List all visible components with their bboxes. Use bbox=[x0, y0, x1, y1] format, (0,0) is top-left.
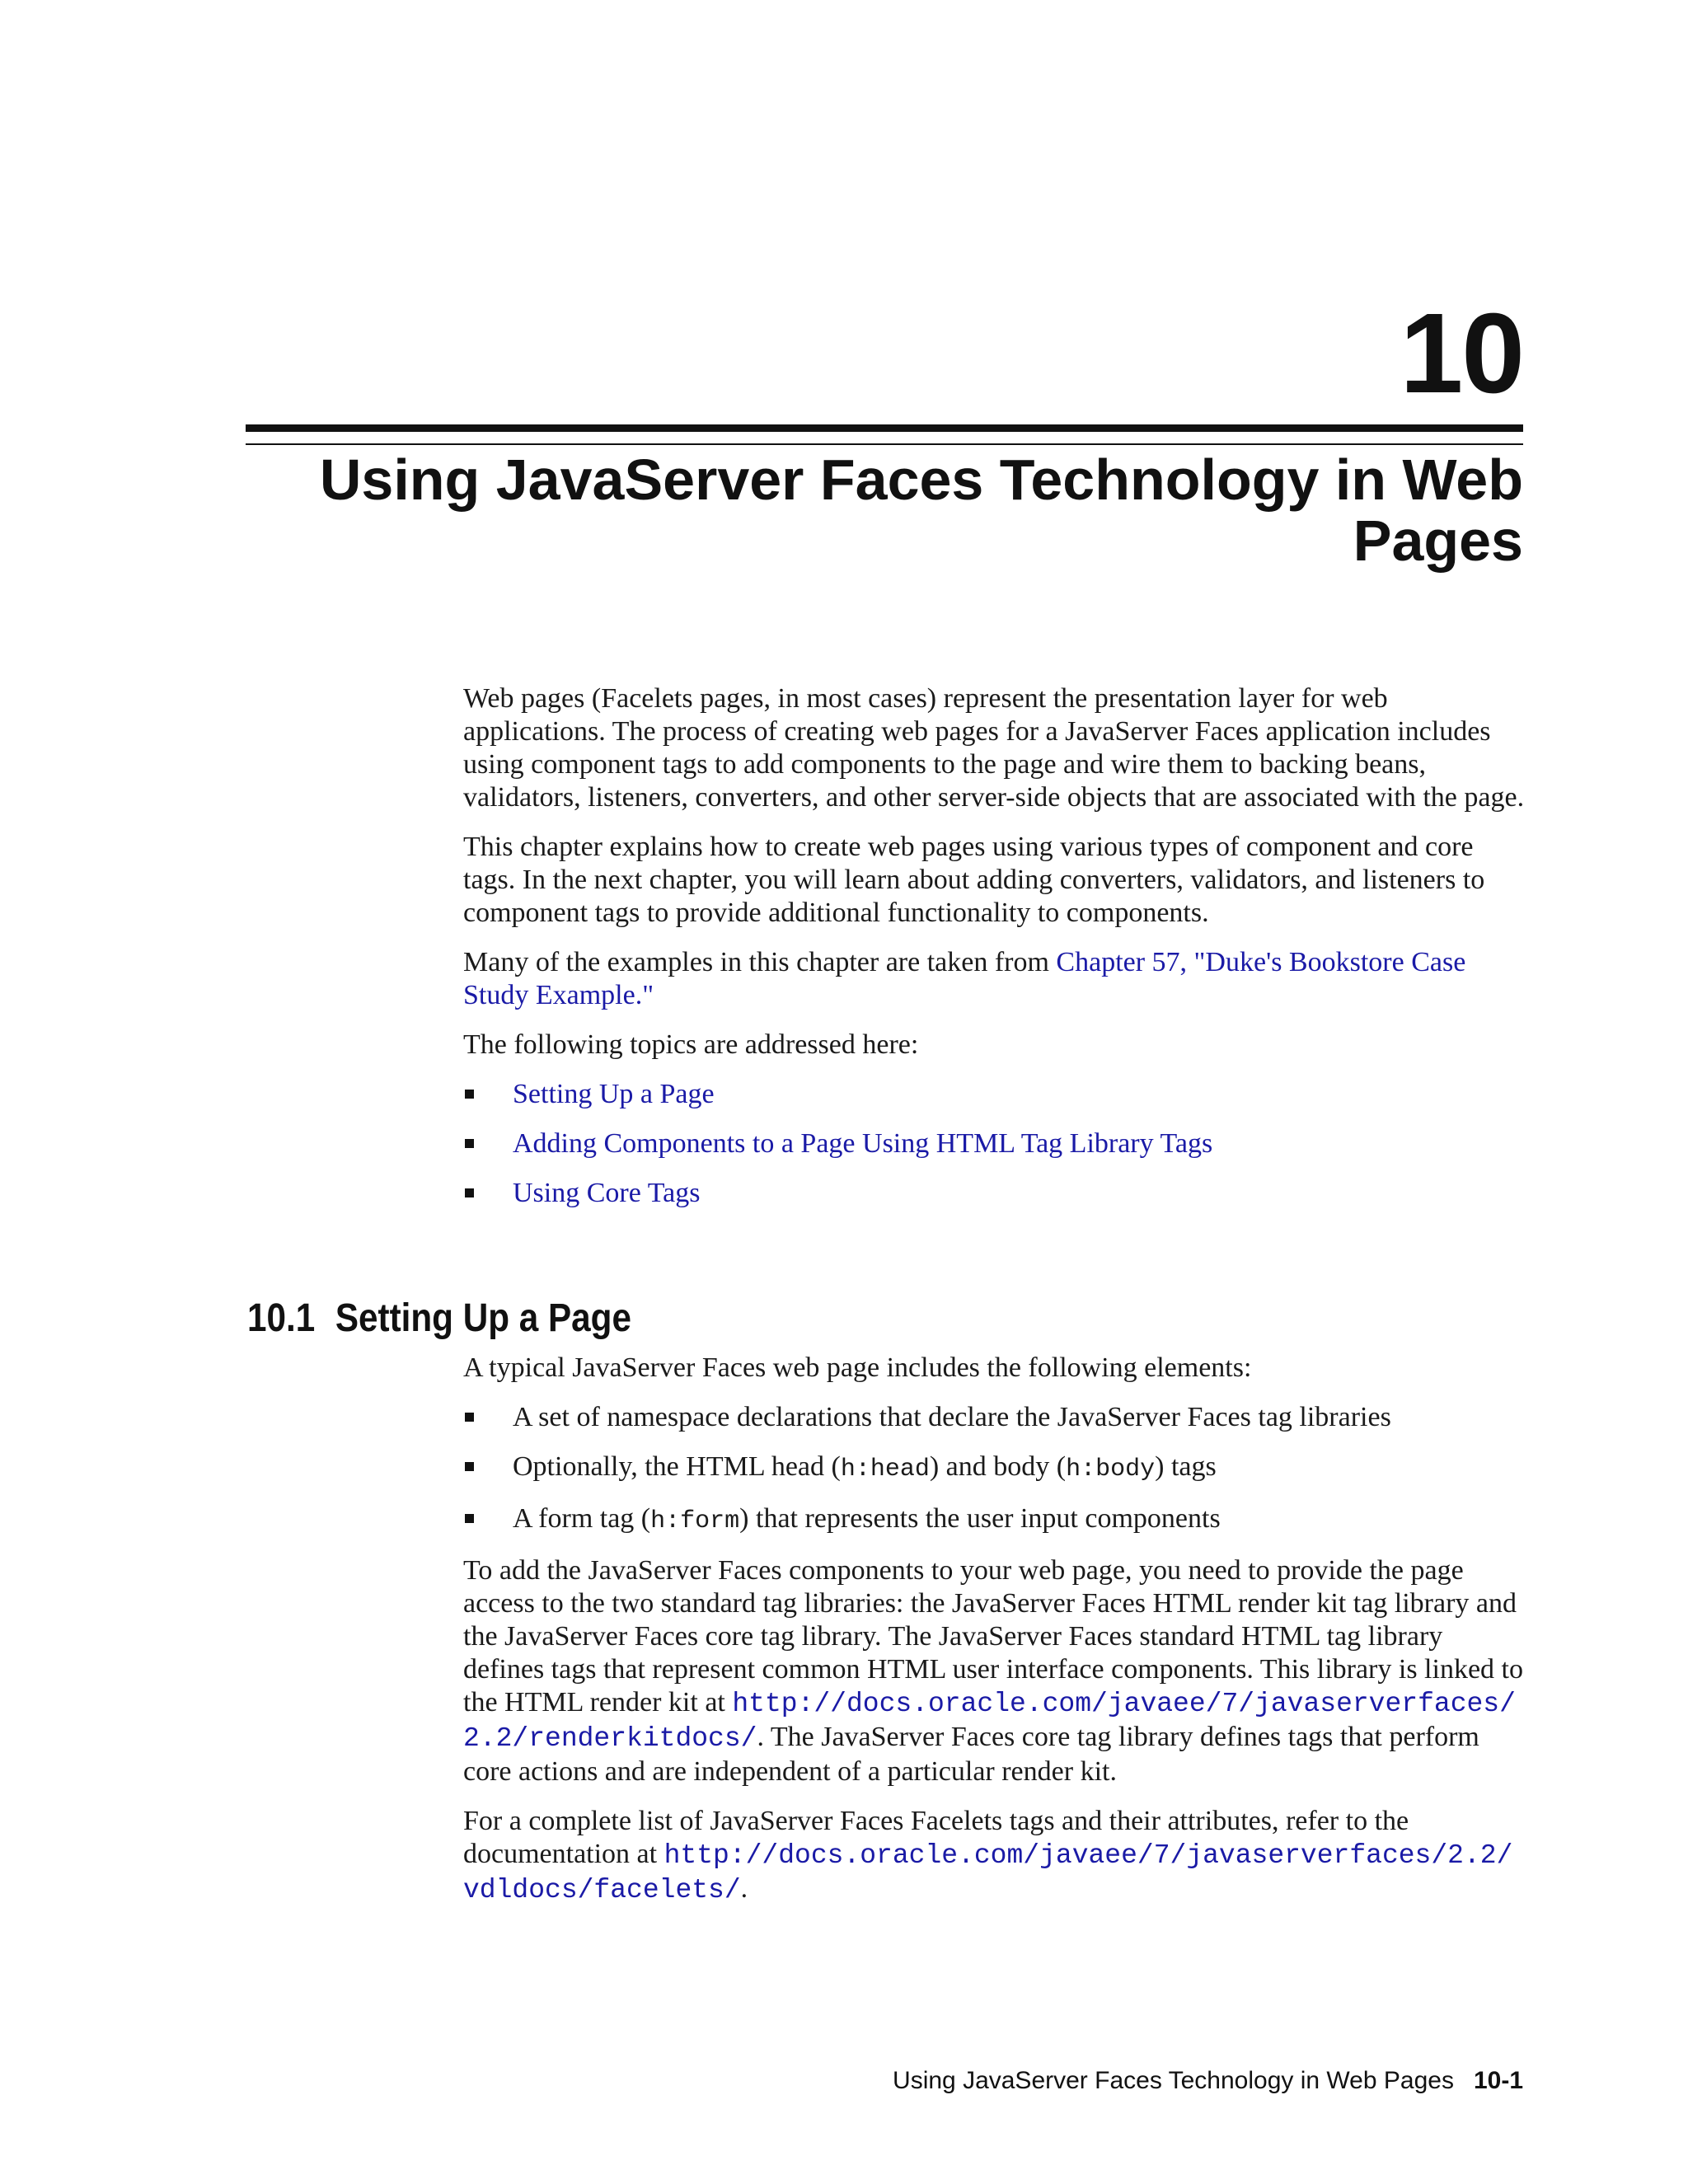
vdldocs-link[interactable]: http://docs.oracle.com/javaee/7/javaserverfaces/2.2/vdldocs/facelets/ bbox=[463, 1840, 1513, 1905]
page-footer bbox=[893, 2067, 1523, 2095]
code-h-form: h:form bbox=[650, 1507, 740, 1535]
list-item bbox=[463, 1451, 1526, 1486]
section-paragraph bbox=[463, 1554, 1526, 1788]
footer-title: Using JavaServer Faces Technology in Web Pages bbox=[893, 2067, 1454, 2094]
list-item-text: ) tags bbox=[1155, 1451, 1217, 1482]
dukes-bookstore-link[interactable]: Chapter 57, "Duke's Bookstore Case Study Example." bbox=[463, 947, 1466, 1010]
chapter-rule-thick bbox=[246, 424, 1523, 432]
section-title: Setting Up a Page bbox=[335, 1296, 631, 1340]
section-paragraph bbox=[463, 1805, 1526, 1907]
square-bullet-icon bbox=[465, 1090, 474, 1099]
chapter-title: Using JavaServer Faces Technology in Web Pages bbox=[319, 448, 1523, 573]
code-h-body: h:body bbox=[1066, 1455, 1156, 1483]
intro-text: Many of the examples in this chapter are taken from bbox=[463, 947, 1057, 977]
paragraph-text: For a complete list of JavaServer Faces Facelets tags and their attributes, refer to the documentation at bbox=[463, 1806, 1409, 1869]
square-bullet-icon bbox=[465, 1188, 474, 1197]
list-item-text: A form tag ( bbox=[513, 1503, 651, 1534]
list-item-text: Optionally, the HTML head ( bbox=[513, 1451, 841, 1482]
topic-link-core-tags[interactable]: Using Core Tags bbox=[513, 1178, 701, 1208]
page-number: 10-1 bbox=[1473, 2067, 1523, 2094]
intro-paragraph bbox=[463, 946, 1526, 1012]
renderkit-docs-link[interactable]: http://docs.oracle.com/javaee/7/javaserverfaces/2.2/renderkitdocs/ bbox=[463, 1689, 1516, 1754]
intro-paragraph: This chapter explains how to create web pages using various types of component and core tags. In the next chapter, you will learn about adding converters, validators, and listeners to component tags to provide additional functionality to components. bbox=[463, 832, 1485, 928]
intro-block bbox=[463, 682, 1526, 1226]
chapter-rule-thin bbox=[246, 443, 1523, 445]
list-item bbox=[463, 1078, 1526, 1111]
topics-intro: The following topics are addressed here: bbox=[463, 1029, 919, 1060]
paragraph-text: . The JavaServer Faces core tag library defines tags that perform core actions and are independent of a particular render kit. bbox=[463, 1722, 1479, 1787]
section-block bbox=[463, 1352, 1526, 1924]
section-number: 10.1 bbox=[247, 1296, 316, 1340]
chapter-number: 10 bbox=[1400, 290, 1523, 417]
topic-link-setting-up[interactable]: Setting Up a Page bbox=[513, 1079, 715, 1109]
square-bullet-icon bbox=[465, 1462, 474, 1471]
list-item bbox=[463, 1127, 1526, 1160]
list-item-text: ) and body ( bbox=[929, 1451, 1067, 1482]
square-bullet-icon bbox=[465, 1413, 474, 1422]
square-bullet-icon bbox=[465, 1139, 474, 1148]
list-item-text: ) that represents the user input components bbox=[739, 1503, 1221, 1534]
code-h-head: h:head bbox=[840, 1455, 930, 1483]
topic-link-adding-components[interactable]: Adding Components to a Page Using HTML Tag Library Tags bbox=[513, 1128, 1213, 1159]
paragraph-text: . bbox=[740, 1873, 748, 1904]
section-paragraph: A typical JavaServer Faces web page includes the following elements: bbox=[463, 1352, 1252, 1383]
list-item-text: A set of namespace declarations that declare the JavaServer Faces tag libraries bbox=[513, 1402, 1391, 1432]
elements-list bbox=[463, 1401, 1526, 1538]
square-bullet-icon bbox=[465, 1514, 474, 1523]
intro-paragraph: Web pages (Facelets pages, in most cases) represent the presentation layer for web applications. The process of creating web pages for a JavaServer Faces application includes using component tags to add components to the page and wire them to backing beans, validators, listeners, converters, and other server-side objects that are associated with the page. bbox=[463, 683, 1525, 813]
topics-list bbox=[463, 1078, 1526, 1210]
list-item bbox=[463, 1502, 1526, 1538]
list-item bbox=[463, 1177, 1526, 1210]
section-heading bbox=[247, 1296, 631, 1342]
paragraph-text: To add the JavaServer Faces components to your web page, you need to provide the page access to the two standard tag libraries: the JavaServer Faces HTML render kit tag library and the JavaServer Faces core tag library. The JavaServer Faces standard HTML tag library defines tags that represent common HTML user interface components. This library is linked to the HTML render kit at bbox=[463, 1555, 1523, 1718]
list-item bbox=[463, 1401, 1526, 1434]
